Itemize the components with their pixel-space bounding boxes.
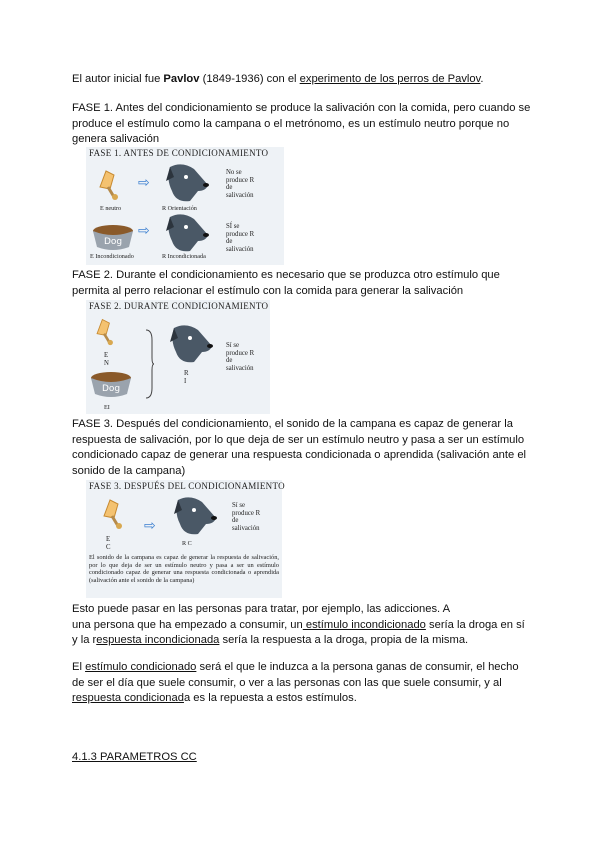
fig1-caption-dog1: R Orientación (162, 205, 197, 212)
unconditioned-response-term: espuesta incondicionada (96, 634, 220, 646)
arrow-icon: ⇨ (144, 519, 156, 534)
fase3-paragraph: FASE 3. Después del condicionamiento, el sonido de la campana es capaz de generar la respuesta de salivación, por lo que deja de ser un estímulo neutro y pasa a ser un estímulo condicionado capaz de generar una respuesta condicionada o aprendida (salivación ante el sonido de la campana) (72, 418, 527, 477)
dog-head-icon (162, 161, 212, 205)
addiction-line2 (72, 618, 532, 634)
dog-bowl-icon (90, 223, 136, 251)
dog-head-icon (166, 322, 216, 366)
addiction-paragraph (72, 602, 532, 649)
fase1-paragraph: FASE 1. Antes del condicionamiento se produce la salivación con la comida, pero cuando se produce el estímulo como la campana o el metrónomo, es un estímulo neutro porque no genera salivación (72, 102, 531, 145)
addiction-line3 (72, 633, 532, 649)
intro-suffix: . (480, 73, 484, 85)
fase1-figure (86, 147, 284, 265)
fig1-title: FASE 1. ANTES DE CONDICIONAMIENTO (89, 148, 269, 158)
experiment-link[interactable]: experimento de los perros de Pavlov (299, 73, 481, 85)
unconditioned-stimulus-term: estímulo incondicionado (302, 618, 426, 631)
fig1-bowl-label: Dog (104, 237, 123, 247)
bell-icon (92, 167, 126, 201)
fig2-caption-bell: E N (104, 352, 109, 367)
fig1-caption-bowl: E Incondicionado (90, 253, 134, 260)
dog-head-icon (162, 211, 212, 255)
fig2-caption-bowl: EI (104, 404, 110, 411)
fig1-caption-dog2: R Incondicionada (162, 253, 206, 260)
bell-icon (90, 316, 120, 346)
fase2-figure (86, 300, 270, 414)
conditioned-paragraph (72, 660, 532, 707)
fig3-title: FASE 3. DESPUÉS DEL CONDICIONAMIENTO (89, 481, 285, 491)
conditioned-text: El (72, 661, 86, 673)
addiction-text: sería la droga en sí (425, 618, 525, 631)
addiction-line1: Esto puede pasar en las personas para tratar, por ejemplo, las adicciones. A (72, 603, 451, 615)
fig1-note2: SÍ se produce R de salivación (226, 223, 255, 253)
fig2-caption-dog: R I (184, 370, 189, 385)
intro-paragraph (72, 72, 532, 88)
author-name: Pavlov (163, 73, 200, 85)
fig2-bowl-label: Dog (102, 384, 121, 394)
fig3-caption-dog: R C (182, 540, 192, 547)
fig3-paragraph: El sonido de la campana es capaz de generar la respuesta de salivación, por lo que deja de ser un estímulo neutro y pasa a ser un estímulo condicionado capaz de generar una respuesta condicionada o aprendida (salivación ante el sonido de la campana) (89, 554, 279, 584)
fig2-title: FASE 2. DURANTE CONDICIONAMIENTO (89, 301, 269, 311)
conditioned-text: a es la repuesta a estos estímulos. (183, 692, 357, 704)
arrow-icon: ⇨ (138, 224, 150, 239)
fase2-paragraph: FASE 2. Durante el condicionamiento es necesario que se produzca otro estímulo que permita al perro relacionar el estímulo con la comida para generar la salivación (72, 269, 500, 297)
conditioned-text: será el que le induzca a la persona ganas de consumir, el hecho de ser el día que suele consumir, o ver a las personas con las que suele consumir, y al (72, 661, 519, 689)
addiction-text: sería la respuesta a la droga, propia de la misma. (219, 634, 469, 646)
conditioned-stimulus-term: estímulo condicionado (85, 661, 197, 673)
conditioned-response-term: respuesta condicionad (72, 692, 184, 704)
fig1-note1: No se produce R de salivación (226, 169, 255, 199)
fase3-figure (86, 480, 285, 598)
fig1-caption-bell: E neutro (100, 205, 122, 212)
brace-icon (144, 328, 154, 400)
fig3-note: Sí se produce R de salivación (232, 502, 261, 532)
addiction-text: una persona que ha empezado a consumir, un (72, 618, 303, 631)
dog-bowl-icon (88, 370, 134, 398)
arrow-icon: ⇨ (138, 176, 150, 191)
intro-years: (1849-1936) con el (199, 73, 300, 85)
fig2-note: Sí se produce R de salivación (226, 342, 255, 372)
addiction-text: y la r (72, 634, 97, 646)
intro-prefix: El autor inicial fue (72, 73, 164, 85)
dog-head-icon (170, 494, 220, 538)
bell-icon (96, 496, 130, 530)
fig3-caption-bell: E C (106, 536, 111, 551)
section-heading: 4.1.3 PARAMETROS CC (72, 751, 197, 763)
